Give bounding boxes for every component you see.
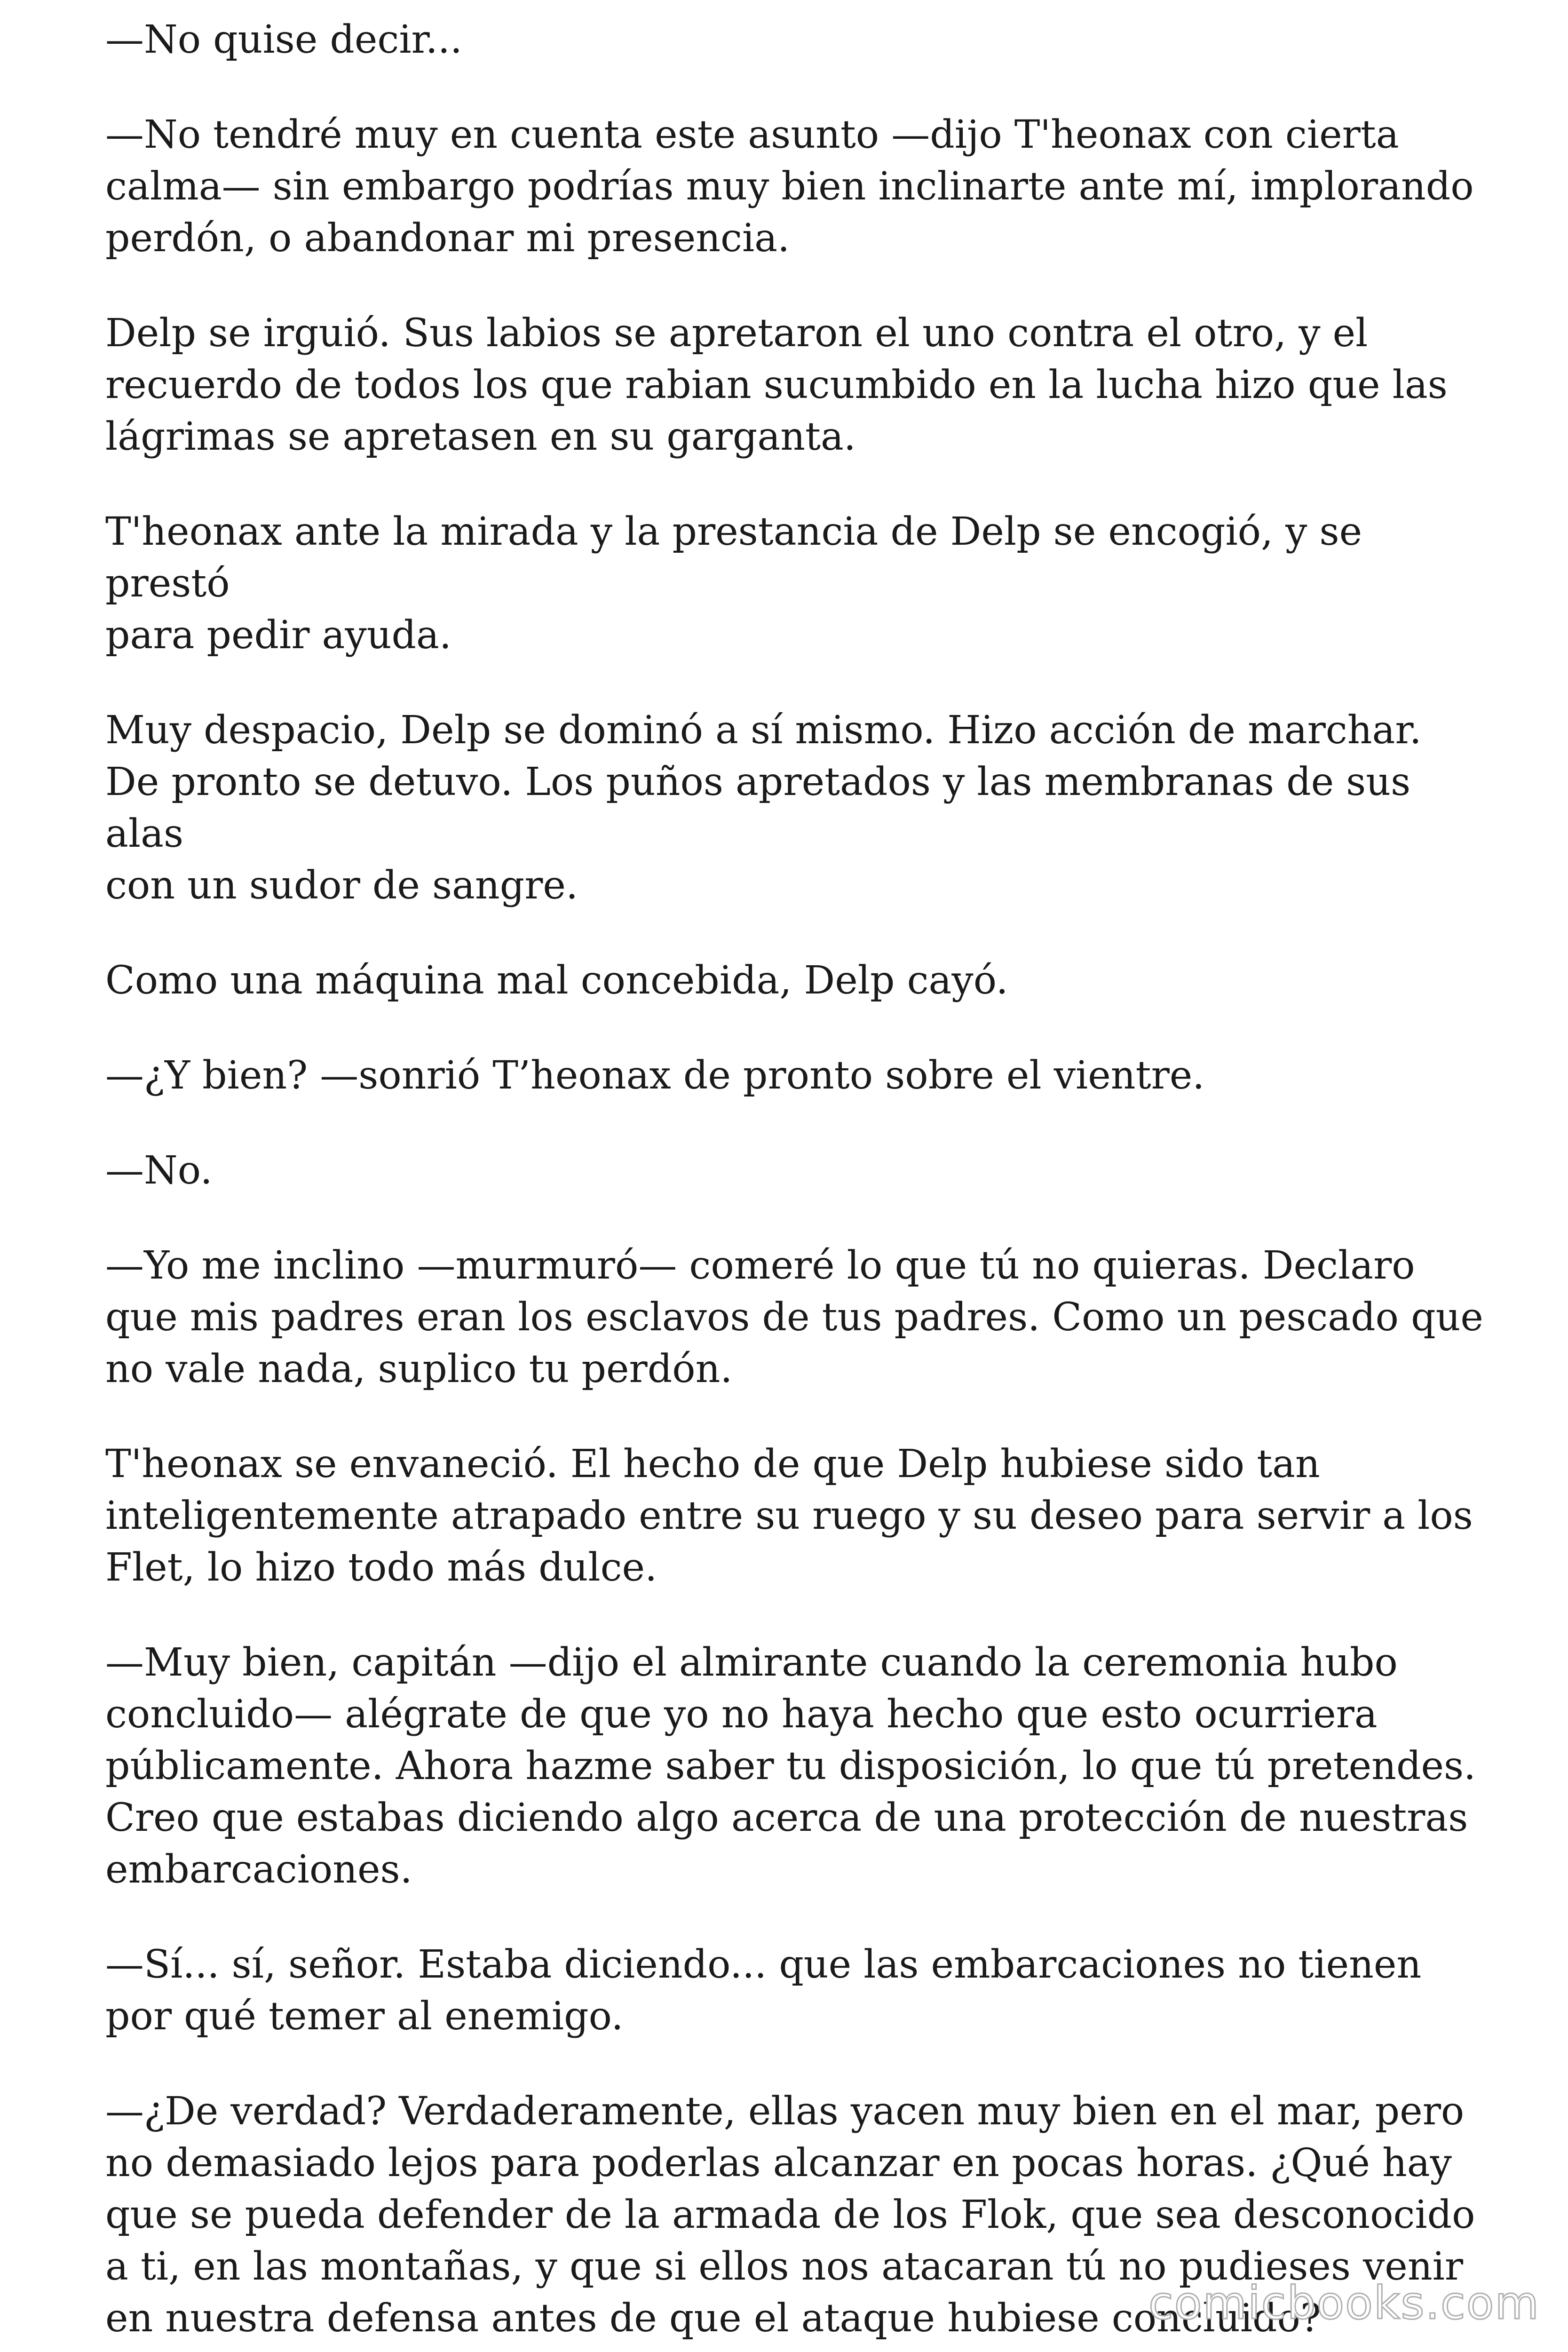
paragraph: —No. <box>105 1148 213 1193</box>
paragraph: —Yo me inclino —murmuró— comeré lo que tú no quieras. Declaro que mis padres eran los esclavos de tus padres. Como un pescado que no vale nada, suplico tu perdón. <box>105 1243 1483 1391</box>
paragraph: Muy despacio, Delp se dominó a sí mismo. Hizo acción de marchar. De pronto se detuvo. Los puños apretados y las membranas de sus alas con un sudor de sangre. <box>105 708 1422 908</box>
paragraph: —Muy bien, capitán —dijo el almirante cuando la ceremonia hubo concluido— alégrate de que yo no haya hecho que esto ocurriera públicamente. Ahora hazme saber tu disposición, lo que tú pretendes. Creo que estabas diciendo algo acerca de una protección de nuestras embarcaciones. <box>105 1640 1476 1892</box>
paragraph: —No quise decir... <box>105 17 462 62</box>
paragraph: —Sí... sí, señor. Estaba diciendo... que las embarcaciones no tienen por qué temer al enemigo. <box>105 1942 1422 2039</box>
paragraph: —¿De verdad? Verdaderamente, ellas yacen muy bien en el mar, pero no demasiado lejos para poderlas alcanzar en pocas horas. ¿Qué hay que se pueda defender de la armada de los Flok, que sea desconocido a ti, en las montañas, y que si ellos nos atacaran tú no pudieses venir en nuestra defensa antes de que el ataque hubiese concluido? <box>105 2089 1475 2341</box>
paragraph: —¿Y bien? —sonrió T’heonax de pronto sobre el vientre. <box>105 1053 1205 1098</box>
paragraph: Como una máquina mal concebida, Delp cayó. <box>105 958 1008 1003</box>
paragraph: —No tendré muy en cuenta este asunto —dijo T'heonax con cierta calma— sin embargo podrías muy bien inclinarte ante mí, implorando perdón, o abandonar mi presencia. <box>105 112 1474 261</box>
watermark: comicbooks.com <box>1148 2277 1540 2329</box>
page-text <box>105 14 1497 2352</box>
paragraph: T'heonax ante la mirada y la prestancia de Delp se encogió, y se prestó para pedir ayuda. <box>105 509 1362 658</box>
paragraph: Delp se irguió. Sus labios se apretaron el uno contra el otro, y el recuerdo de todos los que rabian sucumbido en la lucha hizo que las lágrimas se apretasen en su garganta. <box>105 311 1448 459</box>
paragraph: T'heonax se envaneció. El hecho de que Delp hubiese sido tan inteligentemente atrapado entre su ruego y su deseo para servir a los Flet, lo hizo todo más dulce. <box>105 1442 1473 1590</box>
